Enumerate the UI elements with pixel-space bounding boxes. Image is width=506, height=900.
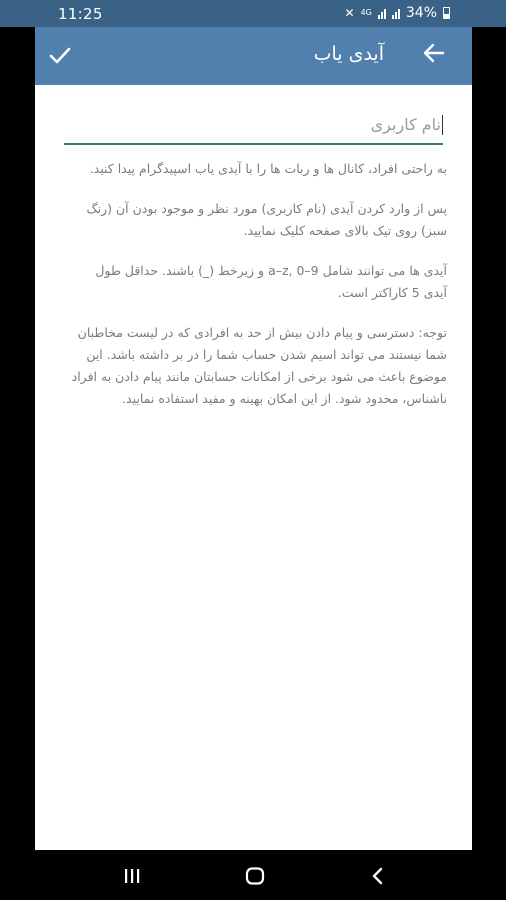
mute-vibrate-icon: ✕	[344, 6, 355, 20]
battery-percent: 34%	[405, 5, 437, 21]
arrow-back-icon[interactable]	[423, 43, 449, 69]
recent-apps-icon[interactable]	[121, 865, 143, 887]
data-4g-icon: 4G	[360, 8, 372, 17]
signal-icon	[392, 8, 400, 19]
username-field[interactable]	[64, 107, 443, 145]
text-caret	[442, 115, 443, 135]
info-paragraph: توجه: دسترسی و پیام دادن بیش از حد به افرادی که در لیست مخاطبان شما نیستند می تواند اسیم شدن حساب شما را در بر داشته باشد. این موضوع باعث می شود برخی از امکانات حسابتان مانند پیام دادن به افراد ناشناس، محدود شود. از این امکان بهینه و مفید استفاده نمایید.	[71, 325, 447, 406]
status-bar	[0, 0, 506, 27]
check-icon[interactable]	[43, 39, 77, 73]
info-paragraph: پس از وارد کردن آیدی (نام کاربری) مورد نظر و موجود بودن آن (رنگ سبز) روی تیک بالای صفحه کلیک نمایید.	[86, 201, 447, 238]
app-bar	[35, 27, 472, 85]
status-icons	[345, 5, 450, 21]
signal-icon	[378, 8, 386, 19]
battery-icon	[443, 7, 450, 19]
main-content	[35, 85, 472, 850]
status-time: 11:25	[58, 5, 103, 23]
back-icon[interactable]	[366, 865, 388, 887]
home-icon[interactable]	[244, 865, 266, 887]
info-paragraph: آیدی ها می توانند شامل a–z, 0–9 و زیرخط (_) باشند. حداقل طول آیدی 5 کاراکتر است.	[95, 263, 447, 300]
nav-bar	[0, 850, 506, 900]
username-input[interactable]	[64, 107, 443, 141]
info-text	[69, 158, 447, 428]
info-paragraph: به راحتی افراد، کانال ها و ربات ها را با آیدی یاب اسپیدگرام پیدا کنید.	[89, 161, 447, 176]
page-title: آیدی یاب	[313, 43, 384, 65]
